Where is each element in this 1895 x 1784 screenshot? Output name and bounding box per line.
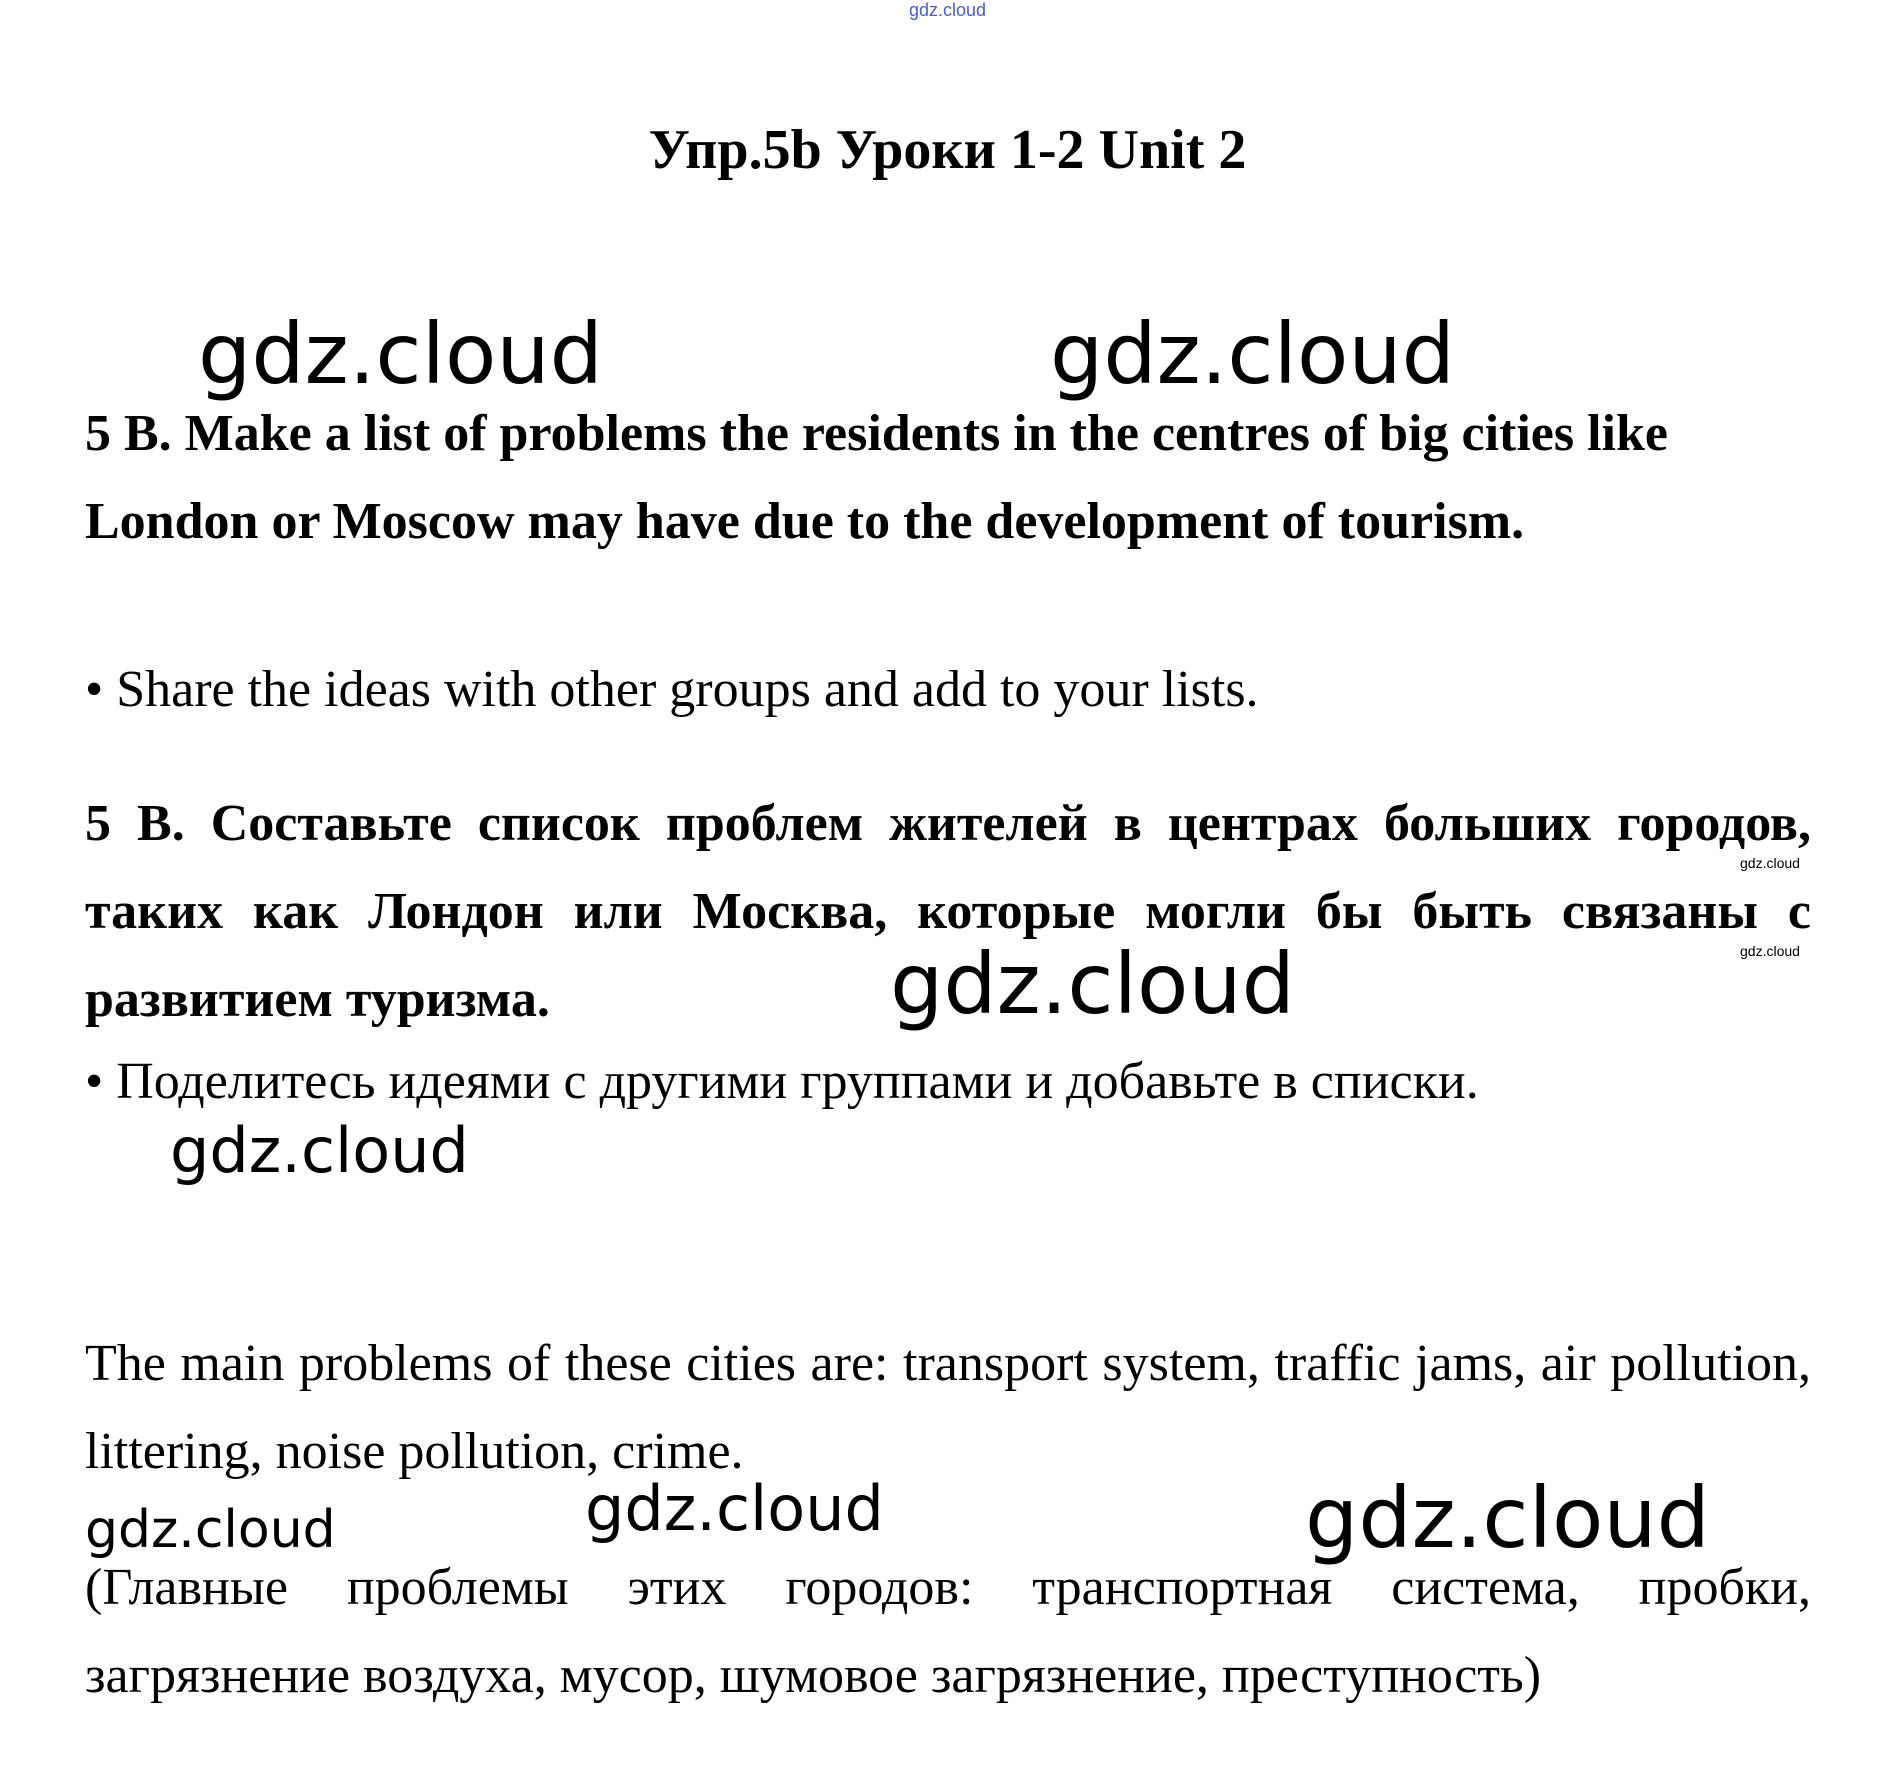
task-bullet-en: • Share the ideas with other groups and add to your lists. (85, 661, 1259, 718)
watermark: gdz.cloud (170, 1114, 469, 1187)
watermark: gdz.cloud (890, 935, 1295, 1033)
watermark: gdz.cloud (1305, 1469, 1710, 1567)
task-heading-ru: 5 B. Составьте список проблем жителей в центрах больших городов, таких как Лондон или Москва, которые могли бы быть связаны с развитием туризма. (85, 795, 1811, 1028)
answer-en: The main problems of these cities are: transport system, traffic jams, air pollution, littering, noise pollution, crime. (85, 1335, 1811, 1480)
page-title: Упр.5b Уроки 1-2 Unit 2 (648, 119, 1247, 181)
watermark: gdz.cloud (198, 305, 603, 403)
answer-ru: (Главные проблемы этих городов: транспортная система, пробки, загрязнение воздуха, мусор, шумовое загрязнение, преступность) (85, 1559, 1811, 1704)
site-watermark-top: gdz.cloud (908, 0, 987, 20)
watermark: gdz.cloud (585, 1472, 884, 1545)
task-heading-en: 5 B. Make a list of problems the residents in the centres of big cities like London or Moscow may have due to the development of tourism. (85, 405, 1669, 550)
watermark-small: gdz.cloud (1740, 855, 1800, 871)
watermark-small: gdz.cloud (1740, 943, 1800, 959)
task-bullet-ru: • Поделитесь идеями с другими группами и добавьте в списки. (85, 1053, 1479, 1110)
watermark: gdz.cloud (1050, 305, 1455, 403)
watermark: gdz.cloud (85, 1500, 336, 1560)
